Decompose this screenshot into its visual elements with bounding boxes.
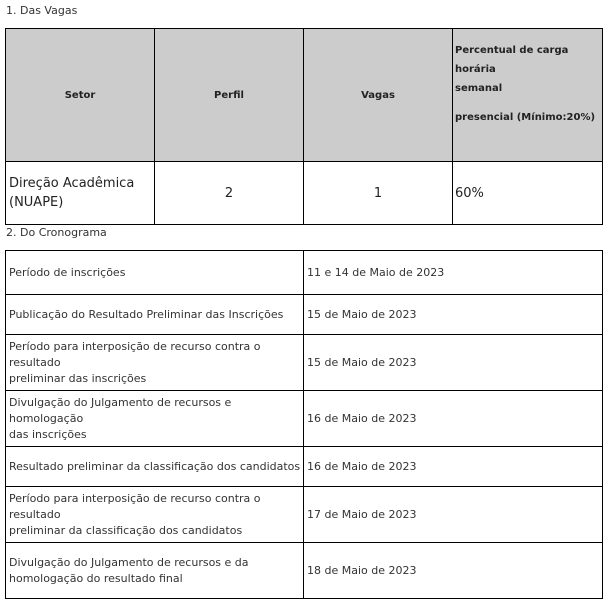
event-text: homologação do resultado final — [9, 571, 183, 585]
event-cell — [6, 335, 304, 391]
header-percentual-line2: semanal — [455, 83, 503, 94]
date-cell: 16 de Maio de 2023 — [304, 447, 603, 487]
section-title-cronograma: 2. Do Cronograma — [6, 226, 107, 239]
vagas-data-row — [6, 162, 603, 225]
event-cell — [6, 447, 304, 487]
header-percentual — [453, 29, 603, 162]
vagas-table — [5, 28, 603, 225]
table-row — [6, 251, 603, 295]
event-text: Período para interposição de recurso contra o resultado — [9, 491, 261, 521]
date-cell: 16 de Maio de 2023 — [304, 391, 603, 447]
date-cell: 15 de Maio de 2023 — [304, 295, 603, 335]
vagas-header-row — [6, 29, 603, 162]
header-setor: Setor — [6, 29, 155, 162]
date-cell: 18 de Maio de 2023 — [304, 543, 603, 599]
event-cell — [6, 251, 304, 295]
cronograma-table — [5, 250, 603, 599]
cell-setor — [6, 162, 155, 225]
event-text: preliminar das inscrições — [9, 371, 147, 385]
table-row — [6, 543, 603, 599]
event-cell — [6, 543, 304, 599]
event-text: das inscrições — [9, 427, 87, 441]
date-cell: 15 de Maio de 2023 — [304, 335, 603, 391]
header-percentual-line1: Percentual de carga horária — [455, 45, 569, 75]
date-cell: 17 de Maio de 2023 — [304, 487, 603, 543]
event-cell — [6, 295, 304, 335]
setor-line2: (NUAPE) — [9, 195, 64, 210]
table-row — [6, 295, 603, 335]
event-cell — [6, 487, 304, 543]
header-perfil: Perfil — [155, 29, 304, 162]
setor-line1: Direção Acadêmica — [9, 176, 135, 191]
header-percentual-line3: presencial (Mínimo:20%) — [455, 112, 596, 123]
table-row — [6, 447, 603, 487]
event-text: Resultado preliminar da classificação dos candidatos — [9, 459, 301, 473]
section-title-vagas: 1. Das Vagas — [6, 4, 78, 17]
cell-perfil: 2 — [155, 162, 304, 225]
table-row — [6, 487, 603, 543]
event-text: Divulgação do Julgamento de recursos e homologação — [9, 395, 232, 425]
header-vagas: Vagas — [304, 29, 453, 162]
table-row — [6, 335, 603, 391]
cell-vagas: 1 — [304, 162, 453, 225]
event-text: preliminar da classificação dos candidatos — [9, 523, 243, 537]
event-text: Período de inscrições — [9, 265, 126, 279]
event-text: Publicação do Resultado Preliminar das Inscrições — [9, 307, 284, 321]
event-text: Divulgação do Julgamento de recursos e da — [9, 555, 249, 569]
date-cell: 11 e 14 de Maio de 2023 — [304, 251, 603, 295]
event-text: Período para interposição de recurso contra o resultado — [9, 339, 261, 369]
cell-percentual: 60% — [453, 162, 603, 225]
table-row — [6, 391, 603, 447]
event-cell — [6, 391, 304, 447]
